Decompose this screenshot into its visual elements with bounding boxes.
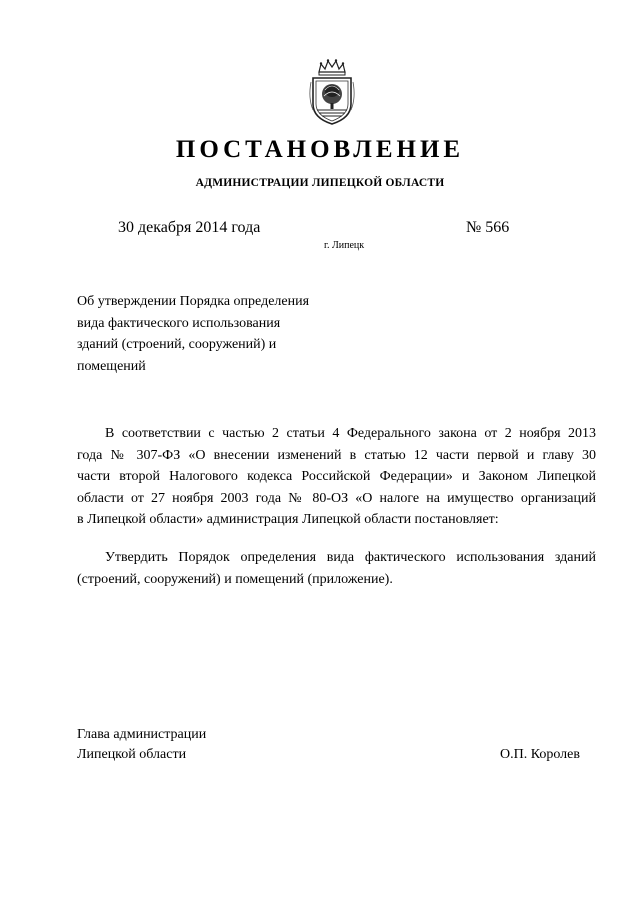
subject-line: вида фактического использования [77, 315, 281, 331]
signatory-position-line: Глава администрации [77, 727, 207, 742]
body-paragraph-1 [77, 423, 596, 531]
signatory-position-line: Липецкой области [77, 747, 187, 762]
document-subject [77, 291, 377, 377]
subject-line: помещений [77, 358, 146, 374]
paragraph-line: В соответствии с частью 2 статьи 4 Федерального закона от 2 ноября 2013 [105, 426, 596, 441]
coat-of-arms-lipetsk-icon [307, 58, 357, 128]
paragraph-line: Утвердить Порядок определения вида фактического использования зданий [105, 550, 596, 565]
paragraph-line: года № 307-ФЗ «О внесении изменений в статью 12 части первой и главу 30 [77, 447, 596, 463]
document-number: № 566 [466, 219, 510, 236]
document-title: ПОСТАНОВЛЕНИЕ [175, 136, 465, 163]
subject-line: Об утверждении Порядка определения [77, 294, 310, 309]
paragraph-line: (строений, сооружений) и помещений (приложение). [77, 571, 393, 587]
paragraph-line: в Липецкой области» администрация Липецкой области постановляет: [77, 512, 499, 527]
paragraph-line: области от 27 ноября 2003 года № 80-ОЗ «О налоге на имущество организаций [77, 490, 596, 506]
body-paragraph-2 [77, 547, 596, 590]
paragraph-line: части второй Налогового кодекса Российской Федерации» и Законом Липецкой [77, 469, 596, 484]
subject-line: зданий (строений, сооружений) и [77, 337, 277, 352]
document-city: г. Липецк [324, 240, 365, 251]
document-issuer: АДМИНИСТРАЦИИ ЛИПЕЦКОЙ ОБЛАСТИ [195, 177, 445, 189]
signatory-position [77, 725, 206, 765]
signatory-name: О.П. Королев [500, 747, 580, 762]
document-date: 30 декабря 2014 года [118, 219, 261, 236]
